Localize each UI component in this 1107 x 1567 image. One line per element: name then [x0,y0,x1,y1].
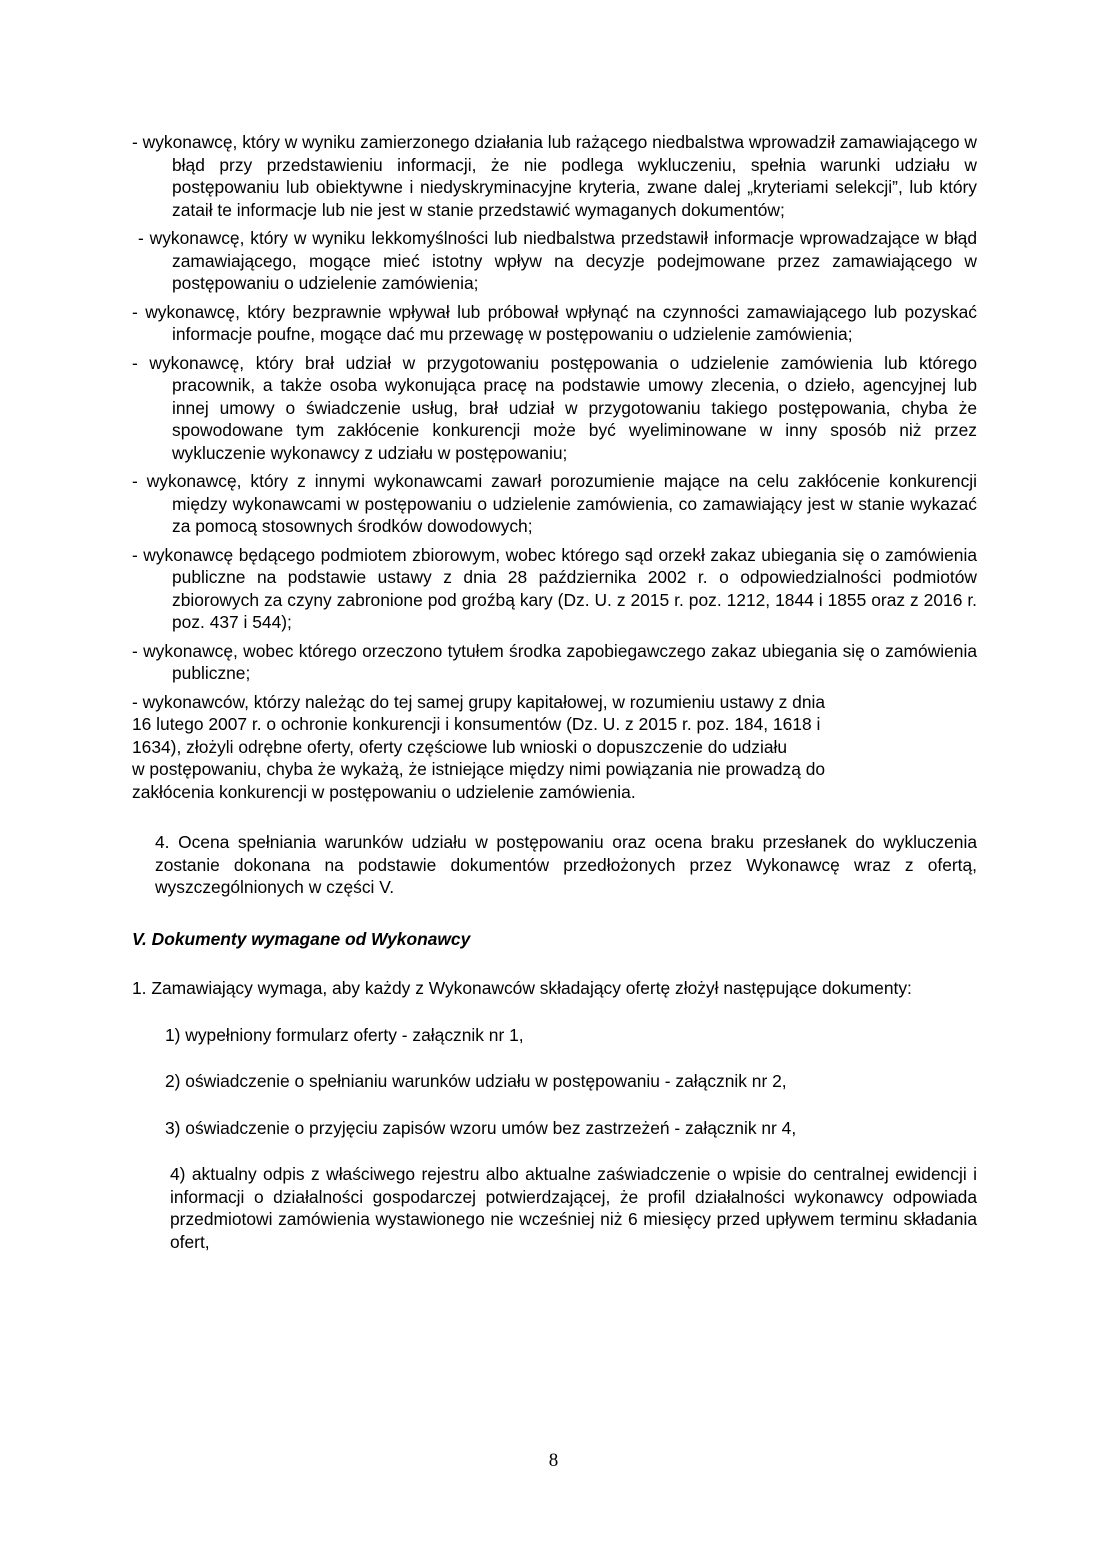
document-item-1: 1) wypełniony formularz oferty - załącznik nr 1, [165,1024,524,1045]
exclusion-bullet-8-line: w postępowaniu, chyba że wykażą, że istniejące między nimi powiązania nie prowadzą do [132,759,826,779]
page-content [132,131,977,1253]
section-v-title: V. Dokumenty wymagane od Wykonawcy [132,928,471,949]
exclusion-bullet-5: - wykonawcę, który z innymi wykonawcami zawarł porozumienie mające na celu zakłócenie konkurencji między wykonawcami w postępowaniu o udzielenie zamówienia, co zamawiający jest w stanie wykazać za pomocą stosownych środków dowodowych; [132,471,977,536]
section-v-intro: 1. Zamawiający wymaga, aby każdy z Wykonawców składający ofertę złożył następujące dokumenty: [132,978,912,998]
exclusion-bullet-4: - wykonawcę, który brał udział w przygotowaniu postępowania o udzielenie zamówienia lub którego pracownik, a także osoba wykonująca pracę na podstawie umowy zlecenia, o dzieło, agencyjnej lub innej umowy o świadczenie usług, brał udział w przygotowaniu takiego postępowania, chyba że spowodowane tym zakłócenie konkurencji może być wyeliminowane w inny sposób niż przez wykluczenie wykonawcy z udziału w postępowaniu; [132,352,977,463]
exclusion-bullet-6: - wykonawcę będącego podmiotem zbiorowym, wobec którego sąd orzekł zakaz ubiegania się o zamówienia publiczne na podstawie ustawy z dnia 28 października 2002 r. o odpowiedzialności podmiotów zbiorowych za czyny zabronione pod groźbą kary (Dz. U. z 2015 r. poz. 1212, 1844 i 1855 oraz z 2016 r. poz. 437 i 544); [132,544,977,632]
exclusion-bullet-8-line: - wykonawców, którzy należąc do tej samej grupy kapitałowej, w rozumieniu ustawy z dnia [132,691,826,712]
exclusion-bullet-2: - wykonawcę, który w wyniku lekkomyślności lub niedbalstwa przedstawił informacje wprowadzające w błąd zamawiającego, mogące mieć istotny wpływ na decyzje podejmowane przez zamawiającego w postępowaniu o udzielenie zamówienia; [138,228,977,293]
exclusion-bullet-3: - wykonawcę, który bezprawnie wpływał lub próbował wpłynąć na czynności zamawiającego lub pozyskać informacje poufne, mogące dać mu przewagę w postępowaniu o udzielenie zamówienia; [132,301,977,344]
document-item-4: 4) aktualny odpis z właściwego rejestru albo aktualne zaświadczenie o wpisie do centralnej ewidencji i informacji o działalności gospodarczej potwierdzającej, że profil działalności wykonawcy odpowiada przedmiotowi zamówienia wystawionego nie wcześniej niż 6 miesięcy przed upływem terminu składania ofert, [170,1164,977,1252]
exclusion-bullet-8-line: 16 lutego 2007 r. o ochronie konkurencji i konsumentów (Dz. U. z 2015 r. poz. 184, 1618 i [132,714,821,734]
document-item-3: 3) oświadczenie o przyjęciu zapisów wzoru umów bez zastrzeżeń - załącznik nr 4, [165,1117,797,1138]
exclusion-bullet-7: - wykonawcę, wobec którego orzeczono tytułem środka zapobiegawczego zakaz ubiegania się o zamówienia publiczne; [132,640,977,683]
page-number: 8 [548,1450,559,1471]
exclusion-bullet-1: - wykonawcę, który w wyniku zamierzonego działania lub rażącego niedbalstwa wprowadził zamawiającego w błąd przy przedstawieniu informacji, że nie podlega wykluczeniu, spełnia warunki udziału w postępowaniu lub obiektywne i niedyskryminacyjne kryteria, zwane dalej „kryteriami selekcji”, lub który zataił te informacje lub nie jest w stanie przedstawić wymaganych dokumentów; [132,132,977,220]
paragraph-4: 4. Ocena spełniania warunków udziału w postępowaniu oraz ocena braku przesłanek do wykluczenia zostanie dokonana na podstawie dokumentów przedłożonych przez Wykonawcę wraz z ofertą, wyszczególnionych w części V. [155,832,977,897]
exclusion-bullet-8-line: 1634), złożyli odrębne oferty, oferty częściowe lub wnioski o dopuszczenie do udziału [132,736,788,757]
document-item-2: 2) oświadczenie o spełnianiu warunków udziału w postępowaniu - załącznik nr 2, [165,1071,787,1091]
exclusion-bullet-8 [132,691,977,804]
exclusion-bullet-8-line: zakłócenia konkurencji w postępowaniu o udzielenie zamówienia. [132,781,636,802]
